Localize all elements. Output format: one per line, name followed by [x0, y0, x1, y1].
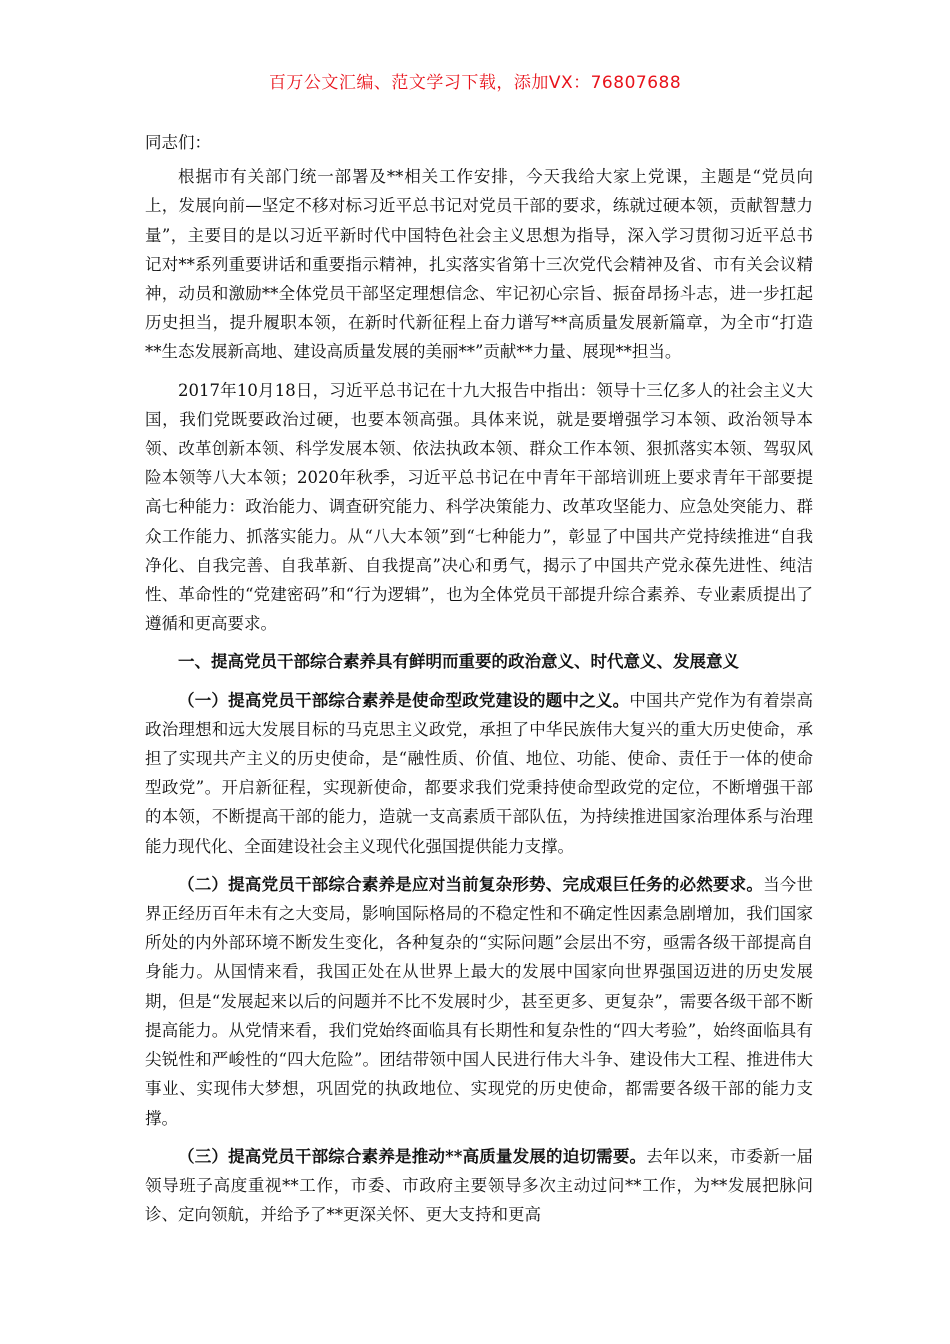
document-body — [145, 128, 813, 1238]
subsection-2-lead: （二）提高党员干部综合素养是应对当前复杂形势、完成艰巨任务的必然要求。 — [178, 874, 764, 894]
paragraph-intro: 根据市有关部门统一部署及**相关工作安排，今天我给大家上党课，主题是“党员向上，发展向前—坚定不移对标习近平总书记对党员干部的要求，练就过硬本领，贡献智慧力量”，主要目的是以习近平新时代中国特色社会主义思想为指导，深入学习贯彻习近平总书记对**系列重要讲话和重要指示精神，扎实落实省第十三次党代会精神及省、市有关会议精神，动员和激励**全体党员干部坚定理想信念、牢记初心宗旨、振奋昂扬斗志，进一步扛起历史担当，提升履职本领，在新时代新征程上奋力谱写**高质量发展新篇章，为全市“打造**生态发展新高地、建设高质量发展的美丽**”贡献**力量、展现**担当。 — [145, 167, 813, 362]
header-banner: 百万公文汇编、范文学习下载，添加VX：76807688 — [268, 73, 682, 93]
paragraph-background: 2017年10月18日，习近平总书记在十九大报告中指出：领导十三亿多人的社会主义大国，我们党既要政治过硬，也要本领高强。具体来说，就是要增强学习本领、政治领导本领、改革创新本领、科学发展本领、依法执政本领、群众工作本领、狠抓落实本领、驾驭风险本领等八大本领；2020年秋季，习近平总书记在中青年干部培训班上要求青年干部要提高七种能力：政治能力、调查研究能力、科学决策能力、改革攻坚能力、应急处突能力、群众工作能力、抓落实能力。从“八大本领”到“七种能力”，彰显了中国共产党持续推进“自我净化、自我完善、自我革新、自我提高”决心和勇气，揭示了中国共产党永葆先进性、纯洁性、革命性的“党建密码”和“行为逻辑”，也为全体党员干部提升综合素养、专业素质提出了遵循和更高要求。 — [145, 380, 813, 634]
subsection-3-lead: （三）提高党员干部综合素养是推动**高质量发展的迫切需要。 — [178, 1146, 647, 1166]
subsection-2 — [145, 870, 813, 1133]
subsection-1-lead: （一）提高党员干部综合素养是使命型政党建设的题中之义。 — [178, 690, 630, 710]
subsection-3-text: 去年以来，市委新一届领导班子高度重视**工作，市委、市政府主要领导多次主动过问**工作，为**发展把脉问诊、定向领航，并给予了**更深关怀、更大支持和更高 — [145, 1146, 813, 1225]
subsection-1 — [145, 686, 813, 861]
subsection-1-text: 中国共产党作为有着崇高政治理想和远大发展目标的马克思主义政党，承担了中华民族伟大复兴的重大历史使命，承担了实现共产主义的历史使命，是“融性质、价值、地位、功能、使命、责任于一体的使命型政党”。开启新征程，实现新使命，都要求我们党秉持使命型政党的定位，不断增强干部的本领，不断提高干部的能力，造就一支高素质干部队伍，为持续推进国家治理体系与治理能力现代化、全面建设社会主义现代化强国提供能力支撑。 — [145, 690, 814, 856]
subsection-3 — [145, 1142, 813, 1230]
subsection-2-text: 当今世界正经历百年未有之大变局，影响国际格局的不稳定性和不确定性因素急剧增加，我们国家所处的内外部环境不断发生变化，各种复杂的“实际问题”会层出不穷，亟需各级干部提高自身能力。从国情来看，我国正处在从世界上最大的发展中国家向世界强国迈进的历史发展期，但是“发展起来以后的问题并不比不发展时少，甚至更多、更复杂”，需要各级干部不断提高能力。从党情来看，我们党始终面临具有长期性和复杂性的“四大考验”，始终面临具有尖锐性和严峻性的“四大危险”。团结带领中国人民进行伟大斗争、建设伟大工程、推进伟大事业、实现伟大梦想，巩固党的执政地位、实现党的历史使命，都需要各级干部的能力支撑。 — [145, 874, 814, 1128]
greeting: 同志们： — [145, 133, 211, 152]
section-heading-1: 一、提高党员干部综合素养具有鲜明而重要的政治意义、时代意义、发展意义 — [178, 652, 739, 672]
